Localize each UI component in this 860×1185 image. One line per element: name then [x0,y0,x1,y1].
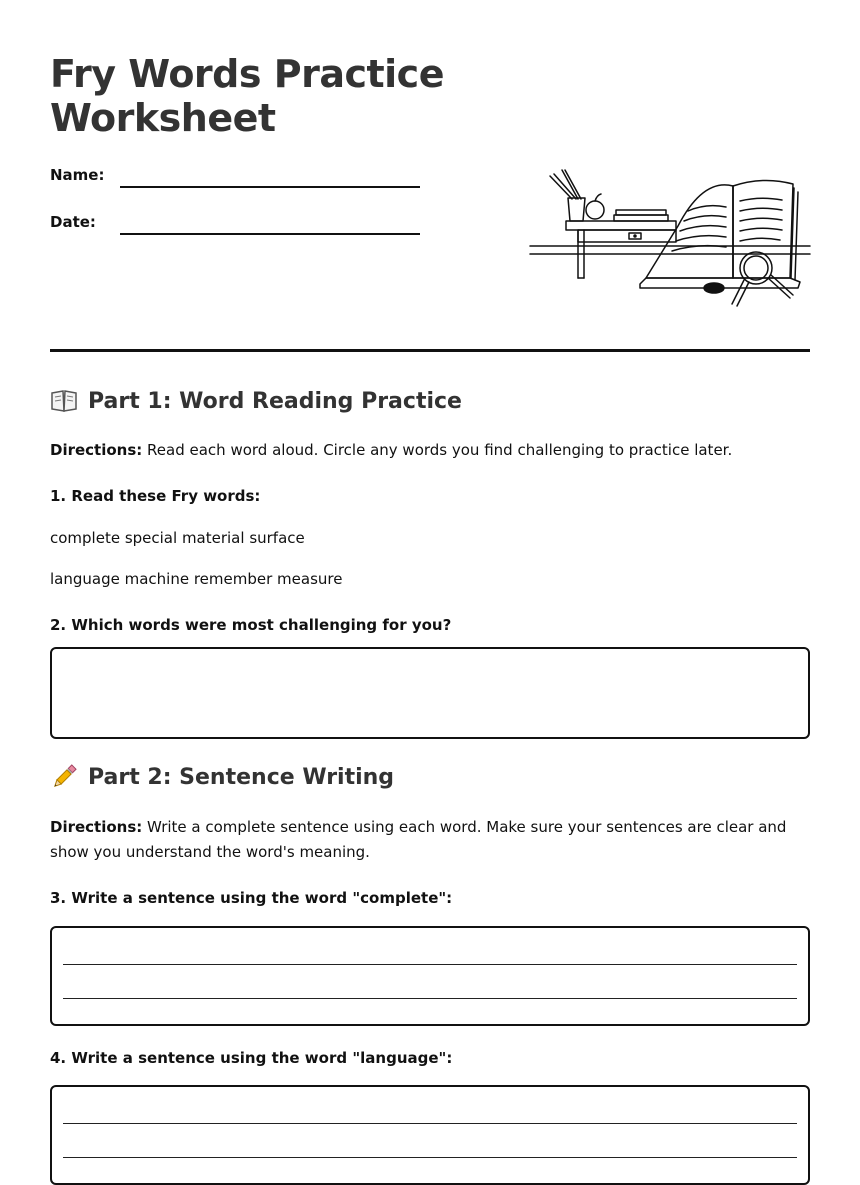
part1-title: Part 1: Word Reading Practice [88,388,462,414]
writing-line [63,1157,797,1158]
open-book-icon [50,388,78,414]
date-field[interactable] [120,233,420,235]
part1-heading [50,388,462,414]
writing-line [63,998,797,999]
question-1: 1. Read these Fry words: [50,487,261,505]
desk-with-open-book-illustration [528,166,812,316]
answer-box-2[interactable] [50,647,810,739]
writing-line [63,1123,797,1124]
part1-directions [50,438,810,463]
header-divider [50,349,810,352]
word-list-line-1: complete special material surface [50,529,305,547]
date-label: Date: [50,213,96,231]
part1-directions-text: Read each word aloud. Circle any words you find challenging to practice later. [142,441,733,459]
worksheet-title: Fry Words Practice Worksheet [50,52,444,140]
name-field[interactable] [120,186,420,188]
part2-directions-label: Directions: [50,818,143,836]
name-label: Name: [50,166,105,184]
question-2: 2. Which words were most challenging for you? [50,616,452,634]
part2-title: Part 2: Sentence Writing [88,764,395,790]
answer-box-4[interactable] [50,1085,810,1185]
part2-directions [50,815,810,865]
writing-line [63,964,797,965]
question-3: 3. Write a sentence using the word "complete": [50,889,453,907]
question-4: 4. Write a sentence using the word "language": [50,1049,453,1067]
answer-box-3[interactable] [50,926,810,1026]
part2-directions-text: Write a complete sentence using each word. Make sure your sentences are clear and show you understand the word's meaning. [50,818,787,861]
pencil-icon [50,764,78,790]
part1-directions-label: Directions: [50,441,143,459]
part2-heading [50,764,394,790]
word-list-line-2: language machine remember measure [50,570,343,588]
